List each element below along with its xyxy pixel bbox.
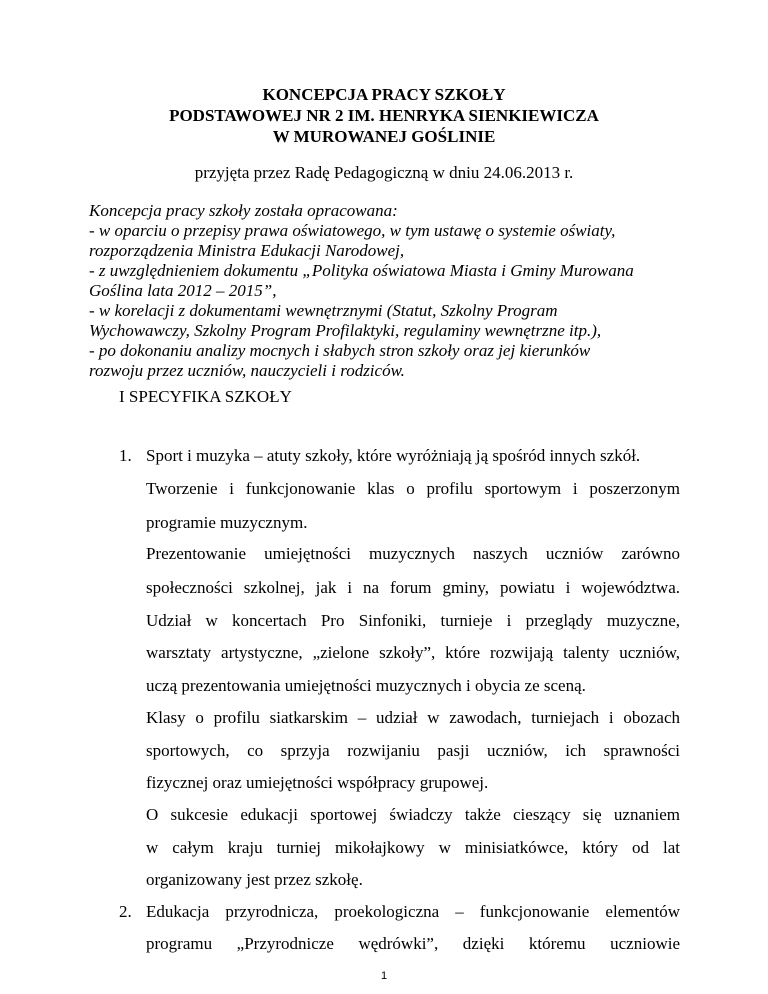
list-item-line: Klasy o profilu siatkarskim – udział w zawodach, turniejach i obozach	[146, 708, 680, 727]
document-title-line-2: PODSTAWOWEJ NR 2 IM. HENRYKA SIENKIEWICZA	[169, 106, 599, 125]
list-item-line: Prezentowanie umiejętności muzycznych naszych uczniów zarówno	[146, 544, 680, 563]
intro-line: Goślina lata 2012 – 2015”,	[89, 281, 277, 300]
list-item-line: programie muzycznym.	[146, 513, 308, 532]
document-title-line-1: KONCEPCJA PRACY SZKOŁY	[262, 85, 506, 104]
adoption-note: przyjęta przez Radę Pedagogiczną w dniu 24.06.2013 r.	[194, 163, 574, 182]
page-number: 1	[380, 970, 388, 982]
word: wędrówki”,	[358, 934, 439, 953]
section-heading: I SPECYFIKA SZKOŁY	[119, 387, 292, 406]
word: „Przyrodnicze	[236, 934, 334, 953]
list-item-line: Edukacja przyrodnicza, proekologiczna – funkcjonowanie elementów	[146, 902, 680, 921]
intro-line: Koncepcja pracy szkoły została opracowana:	[89, 201, 398, 220]
list-number: 2.	[119, 902, 132, 921]
list-item-line: w całym kraju turniej mikołajkowy w minisiatkówce, który od lat	[146, 838, 680, 857]
list-item-line: Udział w koncertach Pro Sinfoniki, turnieje i przeglądy muzyczne,	[146, 611, 680, 630]
intro-line: - po dokonaniu analizy mocnych i słabych stron szkoły oraz jej kierunków	[89, 341, 591, 360]
list-item-line: warsztaty artystyczne, „zielone szkoły”, które rozwijają talenty uczniów,	[146, 643, 680, 662]
list-item-line: uczą prezentowania umiejętności muzycznych i obycia ze sceną.	[146, 676, 586, 695]
word: uczniowie	[610, 934, 680, 953]
intro-line: - z uwzględnieniem dokumentu „Polityka oświatowa Miasta i Gminy Murowana	[89, 261, 634, 280]
list-item-line: organizowany jest przez szkołę.	[146, 870, 363, 889]
intro-line: rozporządzenia Ministra Edukacji Narodowej,	[89, 241, 405, 260]
intro-line: Wychowawczy, Szkolny Program Profilaktyki, regulaminy wewnętrzne itp.),	[89, 321, 602, 340]
intro-line: - w korelacji z dokumentami wewnętrznymi (Statut, Szkolny Program	[89, 301, 558, 320]
list-item-line-spaced	[146, 934, 680, 954]
intro-line: rozwoju przez uczniów, nauczycieli i rodziców.	[89, 361, 405, 380]
list-item-line: Sport i muzyka – atuty szkoły, które wyróżniają ją spośród innych szkół.	[146, 446, 641, 465]
list-item-line: Tworzenie i funkcjonowanie klas o profilu sportowym i poszerzonym	[146, 479, 680, 498]
list-item-line: fizycznej oraz umiejętności współpracy grupowej.	[146, 773, 489, 792]
document-title-line-3: W MUROWANEJ GOŚLINIE	[272, 127, 496, 146]
word: programu	[146, 934, 213, 953]
list-item-line: O sukcesie edukacji sportowej świadczy także cieszący się uznaniem	[146, 805, 680, 824]
word: dzięki	[462, 934, 505, 953]
list-number: 1.	[119, 446, 132, 465]
list-item-line: społeczności szkolnej, jak i na forum gminy, powiatu i województwa.	[146, 578, 680, 597]
list-item-line: sportowych, co sprzyja rozwijaniu pasji uczniów, ich sprawności	[146, 741, 680, 760]
intro-line: - w oparciu o przepisy prawa oświatowego, w tym ustawę o systemie oświaty,	[89, 221, 616, 240]
word: któremu	[528, 934, 586, 953]
